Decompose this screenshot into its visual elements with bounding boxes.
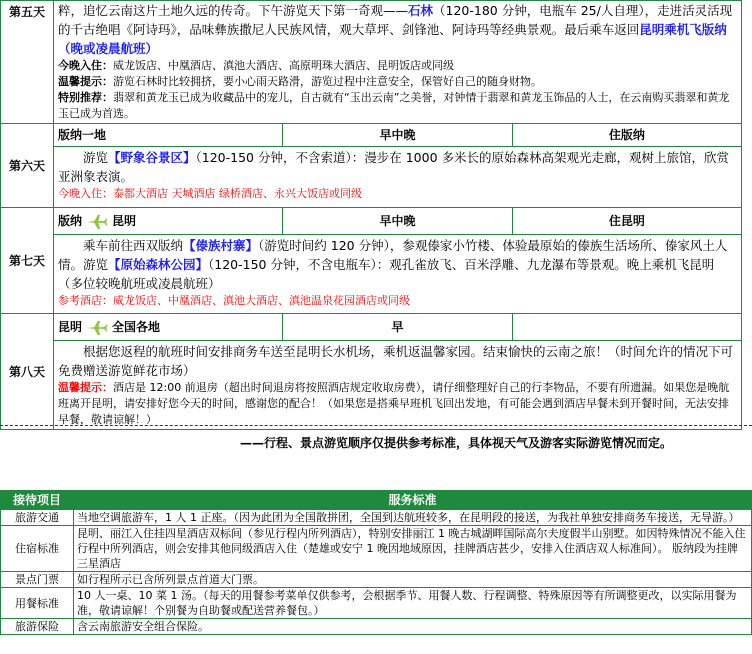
day7-from: 版纳 <box>58 214 83 228</box>
wild-elephant-valley: 【野象谷景区】 <box>108 150 196 165</box>
service-row <box>1 526 752 572</box>
day5-description: 粹，追忆云南这片土地久远的传奇。下午游览天下第一奇观——石林（120-180 分钟，电瓶车 25/人自理），走进活灵活现的千古绝唱《阿诗玛》，品味彝族撒尼人民族风情，观大草坪、剑锋池、阿诗玛等经典景观。最后乘车返回昆明乘机飞版纳（晚或凌晨航班） <box>58 3 733 56</box>
service-row <box>1 619 752 635</box>
service-item: 用餐标准 <box>1 588 74 619</box>
day8-body-row <box>1 341 742 430</box>
day7-content <box>54 235 742 314</box>
service-text: 10 人一桌、10 菜 1 汤。（每天的用餐参考菜单仅供参考，会根据季节、用餐人数、行程调整、特殊原因等有所调整更改，以实际用餐为准，敬请谅解！个别餐为自助餐或配送营养餐包。） <box>74 588 752 619</box>
day8-stay-empty <box>512 314 741 341</box>
day5-content <box>54 1 742 124</box>
airplane-icon <box>86 320 108 336</box>
service-item: 住宿标准 <box>1 526 74 572</box>
day8-header-row <box>1 314 742 341</box>
day7-meals: 早中晚 <box>283 208 512 235</box>
day6-label: 第六天 <box>1 124 54 208</box>
service-header-standard: 服务标准 <box>74 491 752 510</box>
day6-meals: 早中晚 <box>283 124 512 147</box>
day7-body-row <box>1 235 742 314</box>
service-standards-table <box>0 490 752 635</box>
service-row <box>1 572 752 588</box>
day6-body-row <box>1 147 742 208</box>
day7-stay: 住昆明 <box>512 208 741 235</box>
day8-content <box>54 341 742 430</box>
service-text: 含云南旅游安全组合保险。 <box>74 619 752 635</box>
service-item: 旅游保险 <box>1 619 74 635</box>
section-divider <box>0 425 752 426</box>
service-header-row <box>1 491 752 510</box>
day5-special: 特别推荐：翡翠和黄龙玉已成为收藏品中的宠儿，自古就有“玉出云南”之美誉，对钟情于翡翠和黄龙玉饰品的人士，在云南购买翡翠和黄龙玉已成为首选。 <box>58 91 730 120</box>
day5-hotel: 今晚入住：威龙饭店、中凰酒店、滇池大酒店、高原明珠大酒店、昆明饭店或同级 <box>58 59 454 72</box>
service-text: 当地空调旅游车，1 人 1 正座。（因为此团为全国散拼团，全国到达航班较多，在昆明段的接送，为我社单独安排商务车接送，无导游。） <box>74 510 752 526</box>
day7-description: 乘车前往西双版纳【傣族村寨】（游览时间约 120 分钟），参观傣家小竹楼、体验最原始的傣族生活场所、傣家风土人情。游览【原始森林公园】（120-150 分钟，不含电瓶车）：观孔雀放飞、百米浮雕、九龙瀑布等景观。晚上乘机飞昆明（多位较晚航班或凌晨航班） <box>58 238 728 291</box>
itinerary-disclaimer: ——行程、景点游览顺序仅提供参考标准，具体视天气及游客实际游览情况而定。 <box>240 436 673 450</box>
day6-stay: 住版纳 <box>512 124 741 147</box>
dai-village: 【傣族村寨】 <box>183 238 259 253</box>
shilin-spot: 石林 <box>408 3 434 18</box>
day5-tip: 温馨提示：游览石林时比较拥挤，要小心雨天路滑，游览过程中注意安全，保管好自己的随身财物。 <box>58 75 542 88</box>
day8-tip: 温馨提示：酒店是 12:00 前退房（超出时间退房将按照酒店规定收取房费），请仔细整理好自己的行李物品，不要有所遗漏。如果您是晚航班离开昆明，请安排好您今天的时间，感谢您的配合！（如果您是搭乘早班机飞回出发地，有可能会遇到酒店早餐未到开餐时间，无法安排早餐，敬请谅解！） <box>58 381 730 426</box>
day5-label: 第五天 <box>1 1 54 124</box>
day5-flight: 昆明乘机飞版纳（晚或凌晨航班） <box>58 22 727 56</box>
service-row <box>1 588 752 619</box>
day7-header-row <box>1 208 742 235</box>
day7-label: 第七天 <box>1 208 54 314</box>
day8-meals: 早 <box>283 314 512 341</box>
forest-park: 【原始森林公园】 <box>108 257 209 272</box>
day6-hotel: 今晚入住：泰都大酒店 天城酒店 绿桥酒店、永兴大饭店或同级 <box>58 187 362 200</box>
service-text: 如行程所示已含所列景点首道大门票。 <box>74 572 752 588</box>
day6-header-row <box>1 124 742 147</box>
service-item: 景点门票 <box>1 572 74 588</box>
day6-content <box>54 147 742 208</box>
day6-route: 版纳一地 <box>54 124 283 147</box>
day7-to: 昆明 <box>112 214 137 228</box>
airplane-icon <box>86 214 108 230</box>
day8-to: 全国各地 <box>112 320 161 334</box>
day8-from: 昆明 <box>58 320 83 334</box>
service-row <box>1 510 752 526</box>
day6-description: 游览【野象谷景区】（120-150 分钟，不含索道）：漫步在 1000 多米长的原始森林高架观光走廊，观树上旅馆，欣赏亚洲象表演。 <box>58 150 729 184</box>
day7-hotel: 参考酒店：威龙饭店、中凰酒店、滇池大酒店、滇池温泉花园酒店或同级 <box>58 294 410 307</box>
service-item: 旅游交通 <box>1 510 74 526</box>
service-text: 昆明、丽江入住挂四星酒店双标间（参见行程内所列酒店），特别安排丽江 1 晚古城湖畔国际高尔夫度假半山别墅。如因特殊情况不能入住行程中所列酒店，则会安排其他同级酒店入住（楚雄或安宁 1 晚因地域原因，挂牌酒店甚少，安排入住酒店双人标准间）。 版纳段为挂牌三星酒店 <box>74 526 752 572</box>
day8-route <box>54 314 283 341</box>
day8-label: 第八天 <box>1 314 54 430</box>
day8-description: 根据您返程的航班时间安排商务车送至昆明长水机场，乘机返温馨家园。结束愉快的云南之旅！（时间允许的情况下可免费赠送游览鲜花市场） <box>58 344 734 378</box>
service-header-item: 接待项目 <box>1 491 74 510</box>
day5-row <box>1 1 742 124</box>
day7-route <box>54 208 283 235</box>
